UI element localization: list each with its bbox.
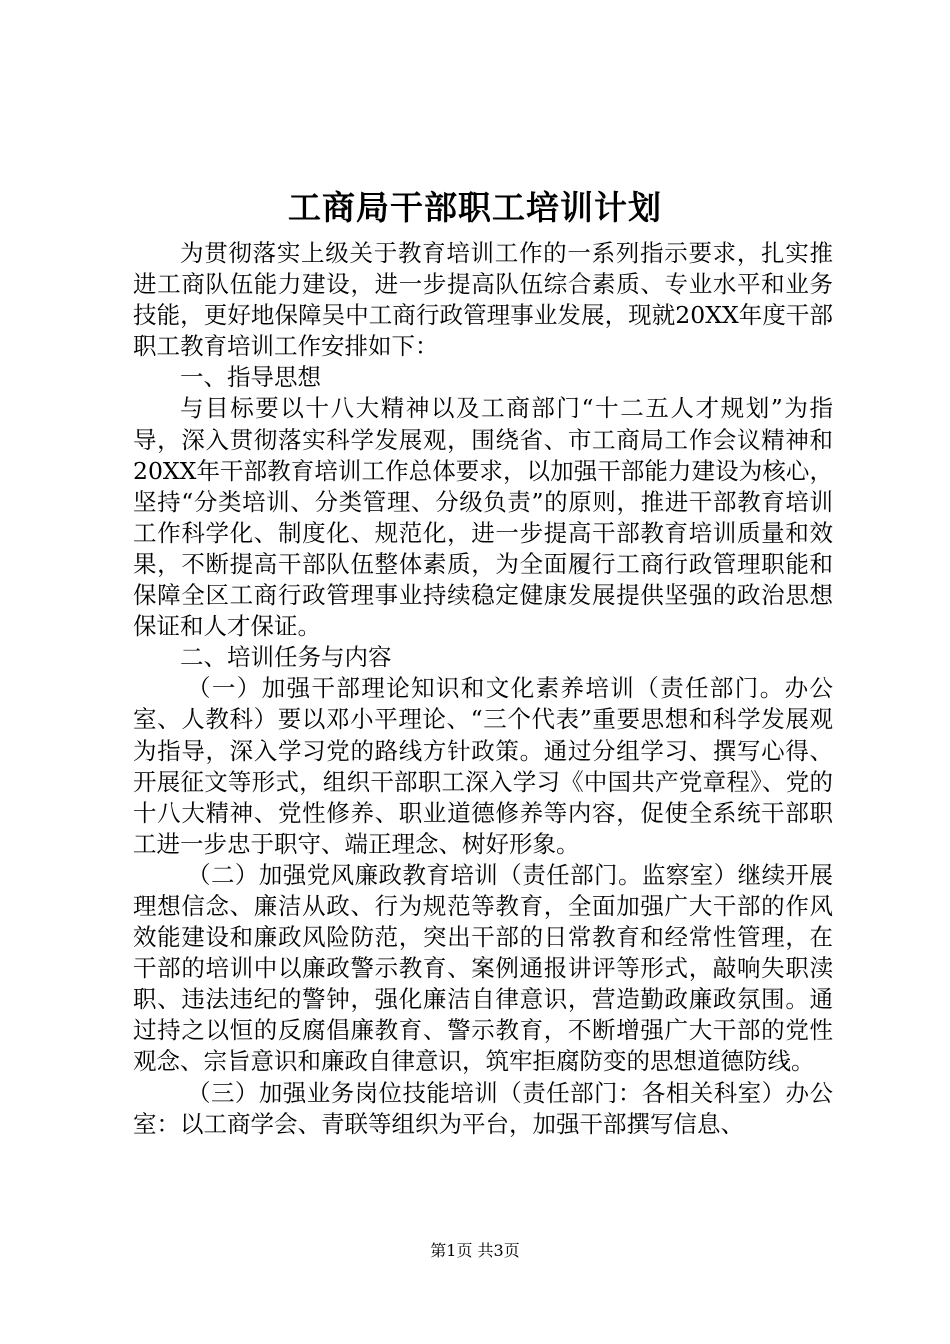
page-number-footer: 第1页 共3页 — [430, 1241, 520, 1260]
task-paragraph-theory-training: （一）加强干部理论知识和文化素养培训（责任部门。办公室、人教科）要以邓小平理论、“三个代表”重要思想和科学发展观为指导，深入学习党的路线方针政策。通过分组学习、撰写心得、开展征文等形式，组织干部职工深入学习《中国共产党章程》、党的十八大精神、党性修养、职业道德修养等内容，促使全系统干部职工进一步忠于职守、端正理念、树好形象。 — [133, 674, 833, 858]
task-paragraph-integrity-training: （二）加强党风廉政教育培训（责任部门。监察室）继续开展理想信念、廉洁从政、行为规范等教育，全面加强广大干部的作风效能建设和廉政风险防范，突出干部的日常教育和经常性管理，在干部的培训中以廉政警示教育、案例通报讲评等形式，敲响失职渎职、违法违纪的警钟，强化廉洁自律意识，营造勤政廉政氛围。通过持之以恒的反腐倡廉教育、警示教育，不断增强广大干部的党性观念、宗旨意识和廉政自律意识，筑牢拒腐防变的思想道德防线。 — [133, 860, 833, 1076]
intro-paragraph: 为贯彻落实上级关于教育培训工作的一系列指示要求，扎实推进工商队伍能力建设，进一步提高队伍综合素质、专业水平和业务技能，更好地保障吴中工商行政管理事业发展，现就20XX年度干部职工教育培训工作安排如下： — [133, 239, 833, 361]
task-paragraph-skills-training: （三）加强业务岗位技能培训（责任部门：各相关科室）办公室：以工商学会、青联等组织为平台，加强干部撰写信息、 — [133, 1078, 833, 1138]
document-title: 工商局干部职工培训计划 — [288, 188, 662, 227]
section-heading-guiding-thought: 一、指导思想 — [180, 363, 321, 392]
section-heading-training-tasks: 二、培训任务与内容 — [180, 643, 392, 672]
guiding-thought-paragraph: 与目标要以十八大精神以及工商部门“十二五人才规划”为指导，深入贯彻落实科学发展观，围绕省、市工商局工作会议精神和20XX年干部教育培训工作总体要求，以加强干部能力建设为核心，坚持“分类培训、分类管理、分级负责”的原则，推进干部教育培训工作科学化、制度化、规范化，进一步提高干部教育培训质量和效果，不断提高干部队伍整体素质，为全面履行工商行政管理职能和保障全区工商行政管理事业持续稳定健康发展提供坚强的政治思想保证和人才保证。 — [133, 394, 833, 641]
document-body — [133, 238, 833, 1140]
